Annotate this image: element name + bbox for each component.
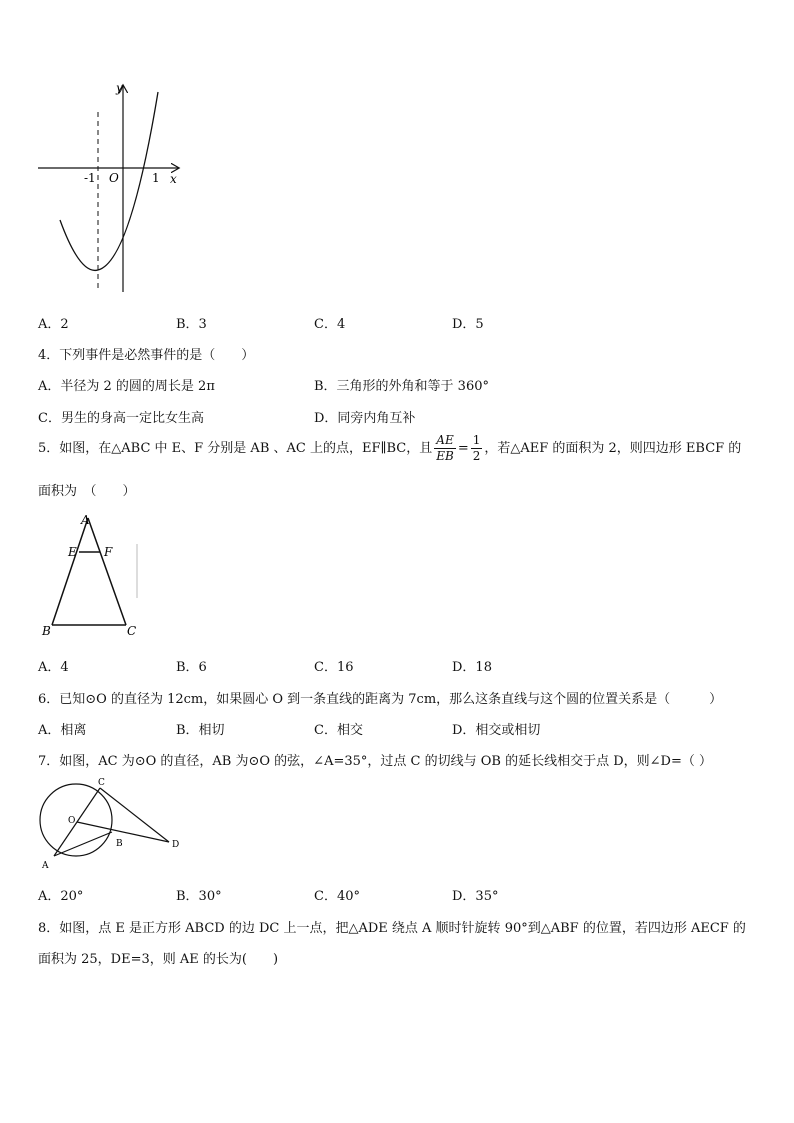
q6-option-a[interactable]: A．相离 [38,723,87,738]
q6-stem: 6．已知⊙O 的直径为 12cm，如果圆心 O 到一条直线的距离为 7cm，那么这条直线与这个圆的位置关系是（ ） [38,692,723,707]
q4-option-d[interactable]: D．同旁内角互补 [314,411,416,426]
triangle-abc-figure [36,508,146,642]
label-f: F [104,545,113,559]
q3-option-d[interactable]: D．5 [452,317,484,332]
q4-stem: 4．下列事件是必然事件的是（ ） [38,348,255,363]
q4-option-a[interactable]: A．半径为 2 的圆的周长是 2π [38,379,215,394]
label-c: C [127,624,137,638]
q5-stem-part2: ，若△AEF 的面积为 2，则四边形 EBCF 的 [484,441,742,456]
q8-stem-line2: 面积为 25，DE=3，则 AE 的长为( ) [38,952,279,967]
line-od [77,822,169,842]
frac1-denominator: EB [436,449,454,463]
circle-o [40,784,112,856]
equals-sign: = [457,441,469,456]
one-label: 1 [152,171,160,185]
q3-option-b[interactable]: B．3 [176,317,207,332]
ae-eb-fraction [434,433,456,464]
q6-option-c[interactable]: C．相交 [314,723,363,738]
q4-option-b[interactable]: B．三角形的外角和等于 360° [314,379,489,394]
label-b: B [116,839,123,849]
side-ab [52,518,88,625]
q7-stem: 7．如图，AC 为⊙O 的直径，AB 为⊙O 的弦，∠A=35°，过点 C 的切线与 OB 的延长线相交于点 D，则∠D=（ ） [38,754,712,769]
q5-stem-part1: 5．如图，在△ABC 中 E、F 分别是 AB 、AC 上的点，EF∥BC，且 [38,441,433,456]
frac1-numerator: AE [434,433,456,449]
label-e: E [68,545,77,559]
q7-option-b[interactable]: B．30° [176,889,222,904]
q7-option-c[interactable]: C．40° [314,889,360,904]
one-half-fraction [471,433,483,464]
q7-option-a[interactable]: A．20° [38,889,84,904]
q5-option-c[interactable]: C．16 [314,660,354,675]
y-axis-label: y [116,81,123,95]
origin-label: O [109,171,119,185]
parabola-graph [30,80,190,300]
q3-option-a[interactable]: A．2 [38,317,69,332]
label-d: D [172,840,180,850]
label-a: A [81,513,90,527]
q5-option-a[interactable]: A．4 [38,660,69,675]
frac2-denominator: 2 [472,449,481,463]
label-o: O [68,816,76,826]
label-c: C [98,778,105,788]
q5-stem-line1 [38,431,741,467]
q7-option-d[interactable]: D．35° [452,889,499,904]
neg-one-label: -1 [84,171,96,185]
circle-tangent-figure [34,776,194,876]
x-axis-label: x [170,172,177,186]
side-ac [88,518,126,625]
q4-option-c[interactable]: C．男生的身高一定比女生高 [38,411,204,426]
label-a: A [42,861,49,871]
q5-option-d[interactable]: D．18 [452,660,492,675]
label-b: B [42,624,51,638]
q6-option-b[interactable]: B．相切 [176,723,225,738]
q5-option-b[interactable]: B．6 [176,660,207,675]
frac2-numerator: 1 [472,433,481,447]
q5-stem-line2: 面积为 （ ） [38,484,136,499]
q6-option-d[interactable]: D．相交或相切 [452,723,541,738]
q8-stem-line1: 8．如图，点 E 是正方形 ABCD 的边 DC 上一点，把△ADE 绕点 A 顺时针旋转 90°到△ABF 的位置，若四边形 AECF 的 [38,921,746,936]
q3-option-c[interactable]: C．4 [314,317,346,332]
